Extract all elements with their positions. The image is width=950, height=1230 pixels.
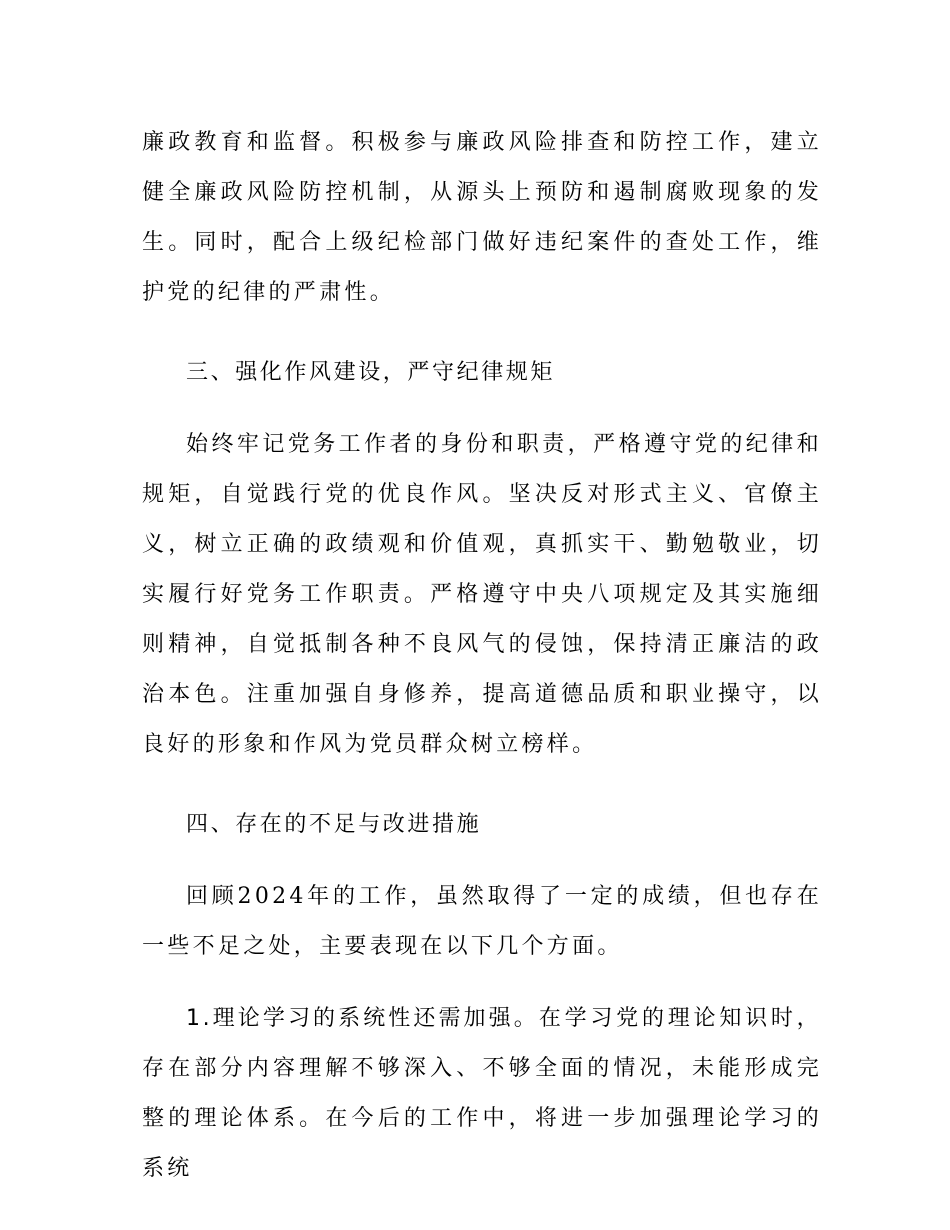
spacer xyxy=(142,770,822,800)
spacer xyxy=(142,398,822,420)
list-item-1 xyxy=(142,994,822,1194)
list-item-1-lead: 1.理论学习的系统性还需加强。 xyxy=(186,1006,539,1031)
spacer xyxy=(142,850,822,872)
paragraph-continued: 廉政教育和监督。积极参与廉政风险排查和防控工作，建立健全廉政风险防控机制，从源头上预防和遏制腐败现象的发生。同时，配合上级纪检部门做好违纪案件的查处工作，维护党的纪律的严肃性。 xyxy=(142,130,822,305)
spacer xyxy=(142,318,822,348)
paragraph-section-4: 回顾2024年的工作，虽然取得了一定的成绩，但也存在一些不足之处，主要表现在以下几个方面。 xyxy=(142,884,822,959)
list-item-1-body: 在学习党的理论知识时，存在部分内容理解不够深入、不够全面的情况，未能形成完整的理论体系。在今后的工作中，将进一步加强理论学习的系统 xyxy=(142,1006,822,1181)
spacer xyxy=(142,972,822,994)
document-body xyxy=(142,118,822,1194)
paragraph-section-3: 始终牢记党务工作者的身份和职责，严格遵守党的纪律和规矩，自觉践行党的优良作风。坚决反对形式主义、官僚主义，树立正确的政绩观和价值观，真抓实干、勤勉敬业，切实履行好党务工作职责。严格遵守中央八项规定及其实施细则精神，自觉抵制各种不良风气的侵蚀，保持清正廉洁的政治本色。注重加强自身修养，提高道德品质和职业操守，以良好的形象和作风为党员群众树立榜样。 xyxy=(142,432,822,757)
section-heading-3: 三、强化作风建设，严守纪律规矩 xyxy=(186,360,556,385)
section-heading-4: 四、存在的不足与改进措施 xyxy=(186,812,482,837)
